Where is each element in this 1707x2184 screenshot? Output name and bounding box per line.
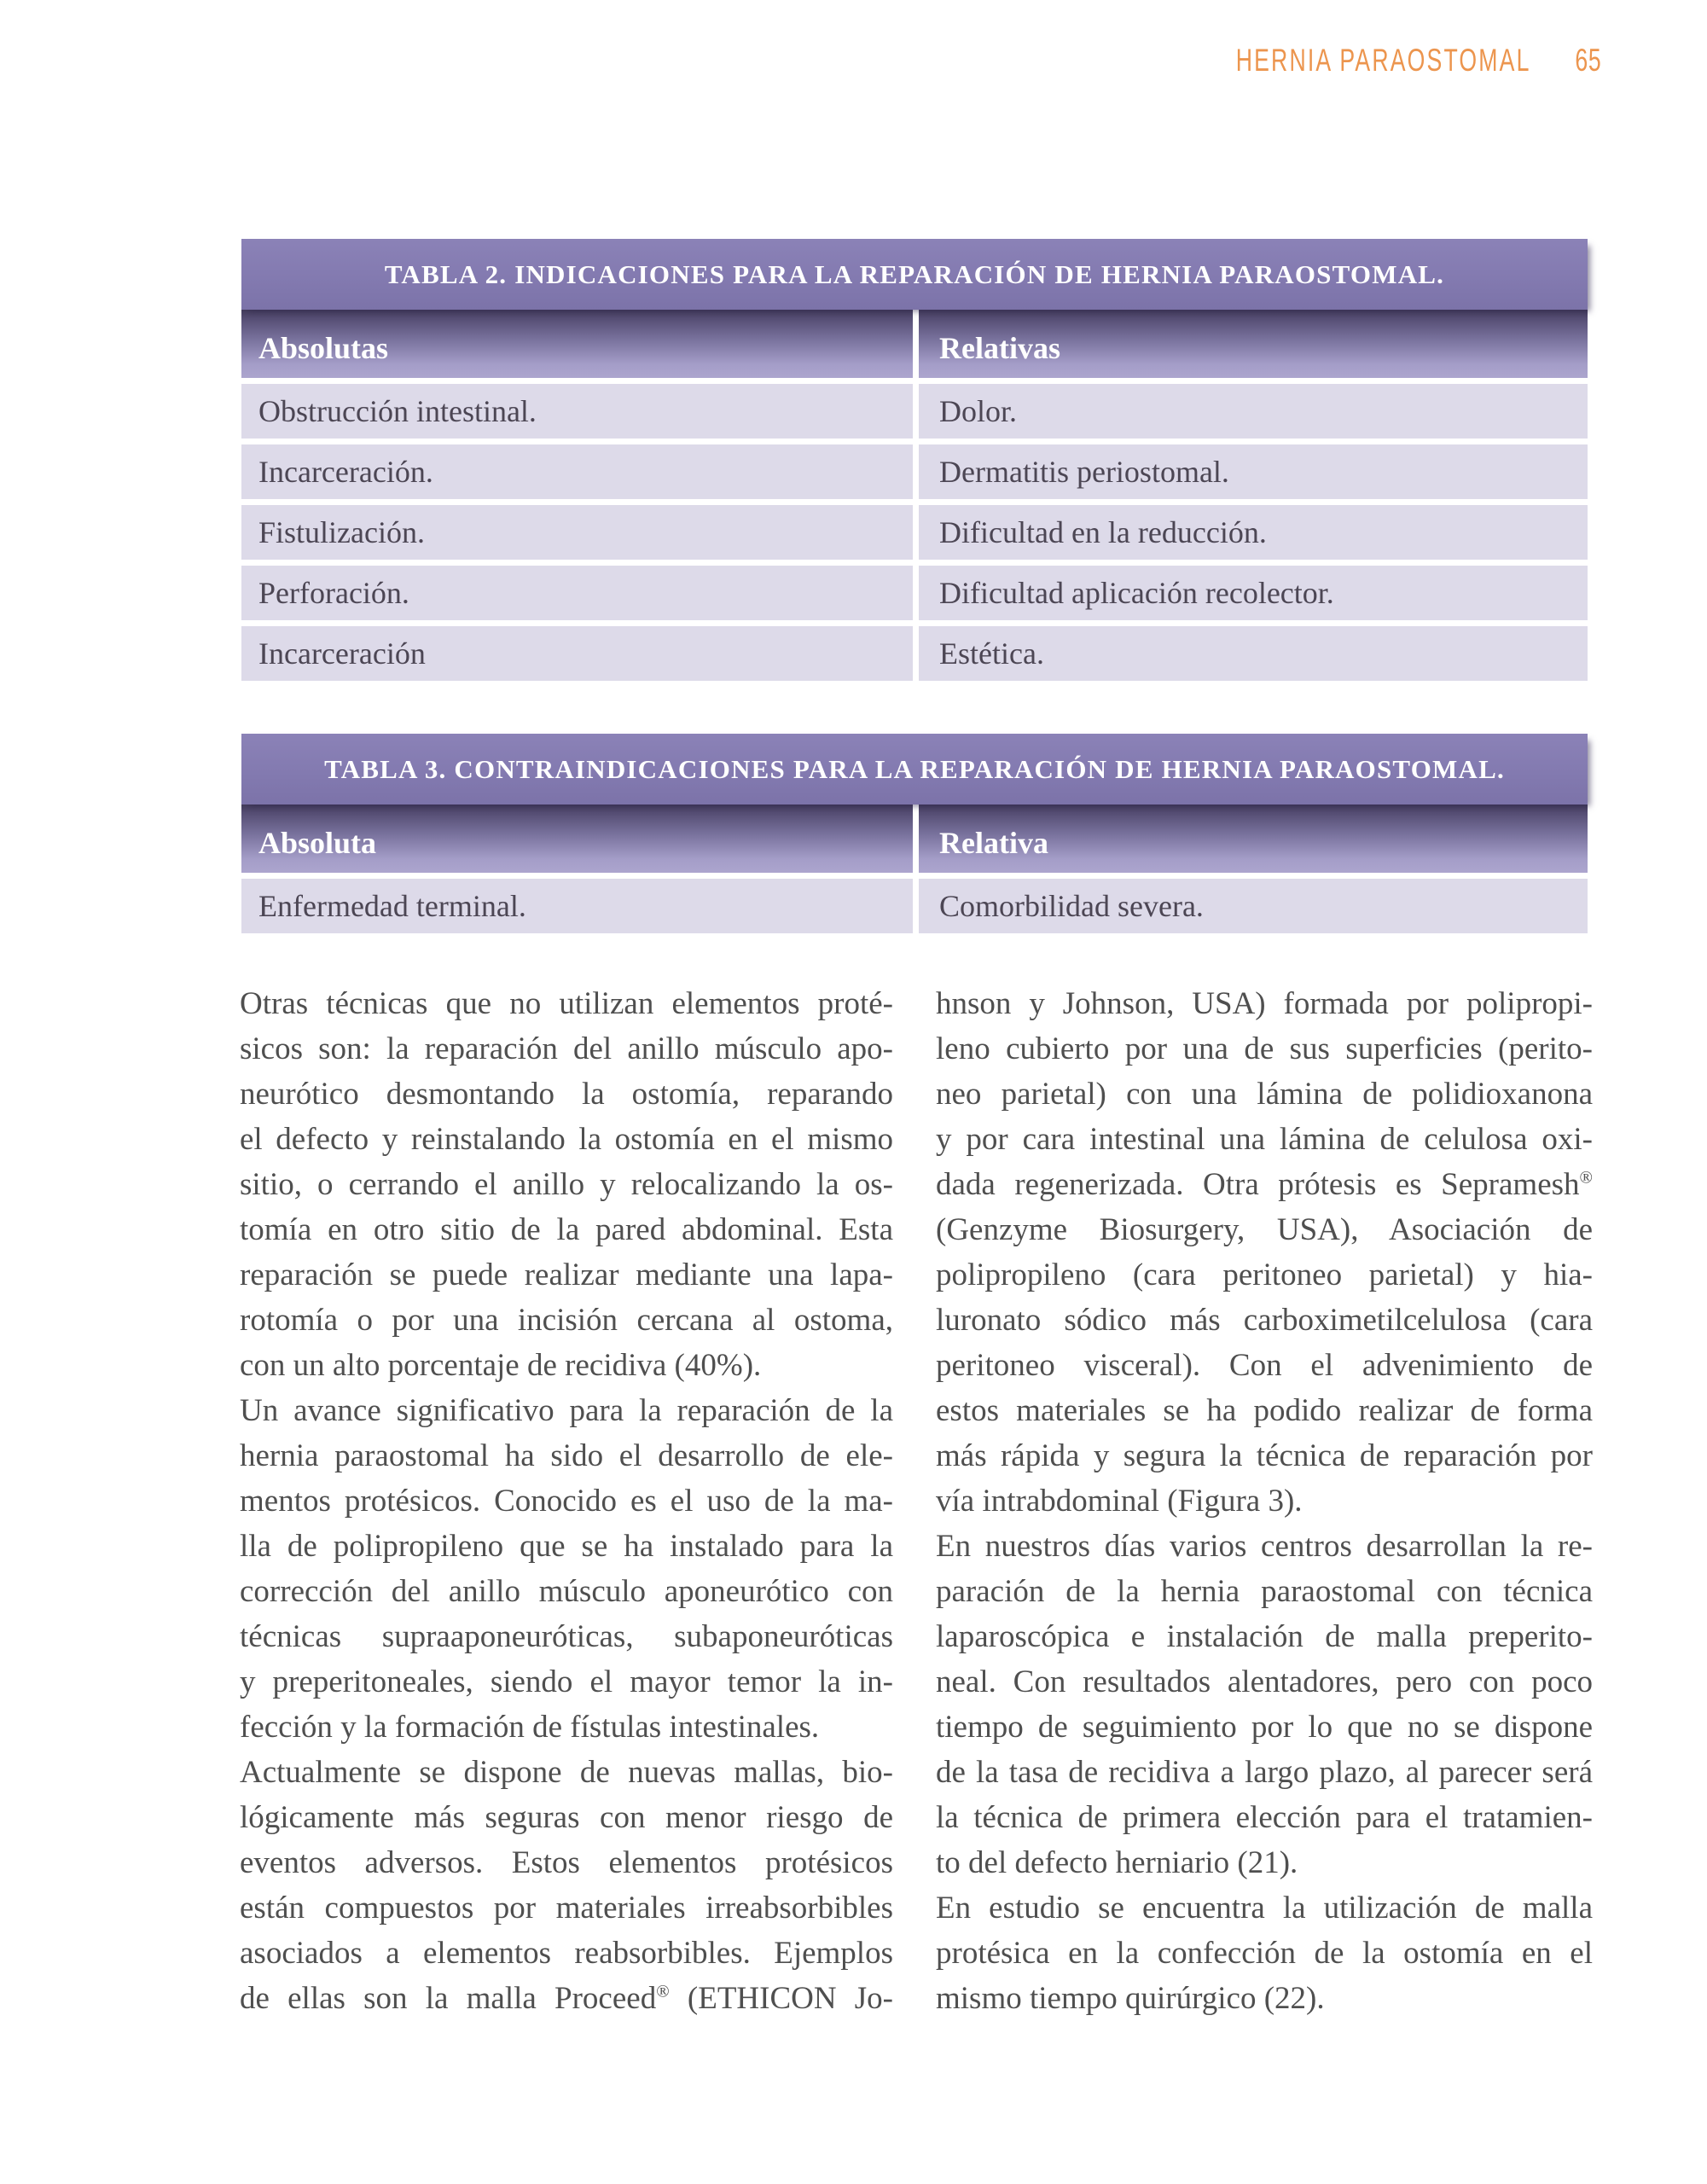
text-line: y preperitoneales, siendo el mayor temor la in- bbox=[240, 1664, 893, 1699]
table-header-cell: Absoluta bbox=[258, 826, 377, 860]
text-line: neal. Con resultados alentadores, pero con poco bbox=[936, 1664, 1593, 1699]
text-line: más rápida y segura la técnica de reparación por bbox=[936, 1438, 1593, 1473]
text-line: y por cara intestinal una lámina de celulosa oxi- bbox=[936, 1122, 1593, 1157]
table-2-indicaciones bbox=[241, 239, 1588, 681]
registered-mark: ® bbox=[656, 1982, 670, 2001]
text-line: de ellas son la malla Proceed® (ETHICON Jo- bbox=[240, 1981, 894, 2016]
text-line: to del defecto herniario (21). bbox=[936, 1845, 1298, 1880]
registered-mark: ® bbox=[1579, 1168, 1593, 1188]
text-line: la técnica de primera elección para el tratamien- bbox=[936, 1800, 1593, 1835]
table-cell: Estética. bbox=[919, 626, 1588, 681]
text-line: leno cubierto por una de sus superficies (perito- bbox=[936, 1031, 1593, 1066]
text-line: tomía en otro sitio de la pared abdominal. Esta bbox=[240, 1212, 893, 1247]
text-line: En nuestros días varios centros desarrollan la re- bbox=[936, 1529, 1593, 1564]
text-line: lla de polipropileno que se ha instalado para la bbox=[240, 1529, 893, 1564]
text-line: polipropileno (cara peritoneo parietal) y hia- bbox=[936, 1258, 1593, 1292]
text-line: asociados a elementos reabsorbibles. Ejemplos bbox=[240, 1936, 893, 1971]
text-line: luronato sódico más carboximetilcelulosa (cara bbox=[936, 1303, 1593, 1338]
table-cell: Perforación. bbox=[241, 566, 913, 620]
table-cell: Dolor. bbox=[919, 384, 1588, 439]
text-line: peritoneo visceral). Con el advenimiento de bbox=[936, 1348, 1593, 1383]
table-cell: Fistulización. bbox=[241, 505, 913, 560]
body-column-right bbox=[936, 981, 1593, 2021]
body-column-left bbox=[240, 981, 893, 2021]
text-line: En estudio se encuentra la utilización de malla bbox=[936, 1891, 1593, 1926]
text-line: neo parietal) con una lámina de polidioxanona bbox=[936, 1077, 1593, 1112]
text-line: sitio, o cerrando el anillo y relocalizando la os- bbox=[240, 1167, 893, 1202]
text-line: Actualmente se dispone de nuevas mallas, bio- bbox=[240, 1755, 893, 1790]
text-line: están compuestos por materiales irreabsorbibles bbox=[240, 1891, 893, 1926]
text-line: (Genzyme Biosurgery, USA), Asociación de bbox=[936, 1212, 1593, 1247]
table-title: TABLA 2. INDICACIONES PARA LA REPARACIÓN DE HERNIA PARAOSTOMAL. bbox=[241, 239, 1588, 310]
text-line: tiempo de seguimiento por lo que no se dispone bbox=[936, 1710, 1593, 1745]
table-row bbox=[241, 566, 1588, 620]
running-head-title: HERNIA PARAOSTOMAL bbox=[1235, 43, 1531, 78]
text-line: rotomía o por una incisión cercana al ostoma, bbox=[240, 1303, 893, 1338]
table-row bbox=[241, 505, 1588, 560]
table-cell: Dificultad aplicación recolector. bbox=[919, 566, 1588, 620]
table-row bbox=[241, 626, 1588, 681]
table-cell: Enfermedad terminal. bbox=[241, 879, 913, 933]
text-line: estos materiales se ha podido realizar de forma bbox=[936, 1393, 1593, 1428]
text-line: hernia paraostomal ha sido el desarrollo de ele- bbox=[240, 1438, 893, 1473]
table-cell: Dificultad en la reducción. bbox=[919, 505, 1588, 560]
text-line: vía intrabdominal (Figura 3). bbox=[936, 1484, 1303, 1519]
text-line: laparoscópica e instalación de malla preperito- bbox=[936, 1619, 1593, 1654]
text-line: hnson y Johnson, USA) formada por polipropi- bbox=[936, 986, 1593, 1021]
text-line: corrección del anillo músculo aponeurótico con bbox=[240, 1574, 893, 1609]
text-line: protésica en la confección de la ostomía en el bbox=[936, 1936, 1593, 1971]
text-line: Un avance significativo para la reparación de la bbox=[240, 1393, 893, 1428]
text-line: técnicas supraaponeuróticas, subaponeuróticas bbox=[240, 1619, 893, 1654]
text-line: el defecto y reinstalando la ostomía en el mismo bbox=[240, 1122, 893, 1157]
text-line: reparación se puede realizar mediante una lapa- bbox=[240, 1258, 893, 1292]
table-3-contraindicaciones bbox=[241, 734, 1588, 933]
table-cell: Dermatitis periostomal. bbox=[919, 444, 1588, 499]
table-header-cell: Relativa bbox=[913, 804, 1588, 873]
text-line: lógicamente más seguras con menor riesgo de bbox=[240, 1800, 893, 1835]
text-line: Otras técnicas que no utilizan elementos proté- bbox=[240, 986, 893, 1021]
table-row bbox=[241, 879, 1588, 933]
text-line: fección y la formación de fístulas intestinales. bbox=[240, 1710, 820, 1745]
text-line: mentos protésicos. Conocido es el uso de la ma- bbox=[240, 1484, 893, 1519]
table-cell: Obstrucción intestinal. bbox=[241, 384, 913, 439]
table-cell: Incarceración. bbox=[241, 444, 913, 499]
text-line: dada regenerizada. Otra prótesis es Sepramesh® bbox=[936, 1167, 1593, 1202]
table-row bbox=[241, 384, 1588, 439]
table-header-cell: Relativas bbox=[913, 310, 1588, 378]
text-line: eventos adversos. Estos elementos protésicos bbox=[240, 1845, 893, 1880]
text-line: con un alto porcentaje de recidiva (40%). bbox=[240, 1348, 762, 1383]
table-row bbox=[241, 444, 1588, 499]
text-line: mismo tiempo quirúrgico (22). bbox=[936, 1981, 1325, 2016]
text-line: de la tasa de recidiva a largo plazo, al parecer será bbox=[936, 1755, 1593, 1790]
table-header-cell: Absolutas bbox=[258, 331, 389, 365]
table-body bbox=[241, 384, 1588, 681]
table-body bbox=[241, 879, 1588, 933]
table-cell: Incarceración bbox=[241, 626, 913, 681]
table-title: TABLA 3. CONTRAINDICACIONES PARA LA REPARACIÓN DE HERNIA PARAOSTOMAL. bbox=[241, 734, 1588, 804]
page-number: 65 bbox=[1574, 43, 1601, 78]
text-line: paración de la hernia paraostomal con técnica bbox=[936, 1574, 1593, 1609]
table-header-row bbox=[241, 804, 1588, 873]
text-line: neurótico desmontando la ostomía, reparando bbox=[240, 1077, 893, 1112]
table-cell: Comorbilidad severa. bbox=[919, 879, 1588, 933]
text-line: sicos son: la reparación del anillo músculo apo- bbox=[240, 1031, 893, 1066]
page-header bbox=[1235, 43, 1601, 78]
table-header-row bbox=[241, 310, 1588, 378]
